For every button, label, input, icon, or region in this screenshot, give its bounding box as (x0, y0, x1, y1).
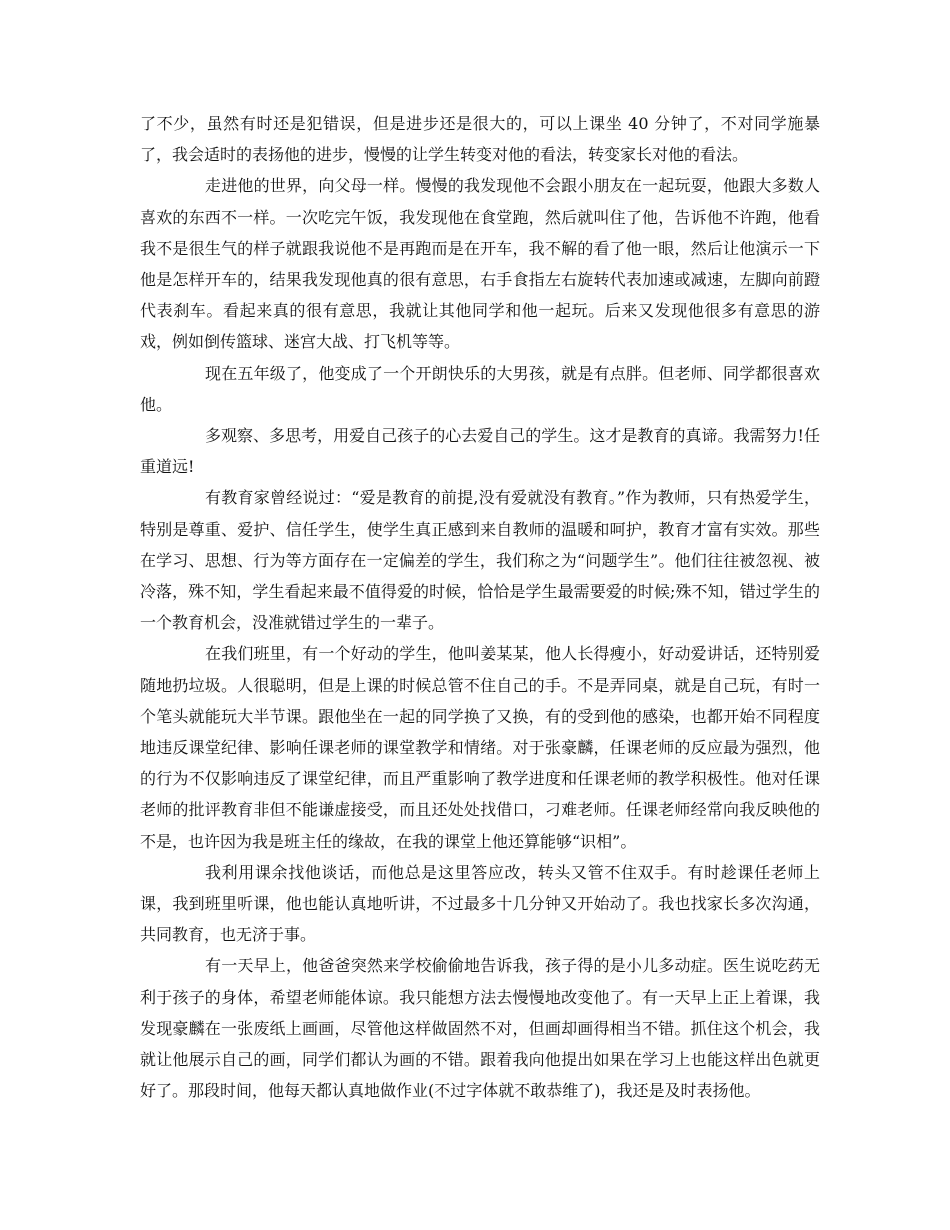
paragraph-8: 有一天早上，他爸爸突然来学校偷偷地告诉我，孩子得的是小儿多动症。医生说吃药无利于孩子的身体，希望老师能体谅。我只能想方法去慢慢地改变他了。有一天早上正上着课，我发现豪麟在一张废纸上画画，尽管他这样做固然不对，但画却画得相当不错。抓住这个机会，我就让他展示自己的画，同学们都认为画的不错。跟着我向他提出如果在学习上也能这样出色就更好了。那段时间，他每天都认真地做作业(不过字体就不敢恭维了)，我还是及时表扬他。 (140, 956, 820, 1101)
paragraph-5: 有教育家曾经说过：“爱是教育的前提,没有爱就没有教育。”作为教师，只有热爱学生，特别是尊重、爱护、信任学生，使学生真正感到来自教师的温暖和呵护，教育才富有实效。那些在学习、思想、行为等方面存在一定偏差的学生，我们称之为“问题学生”。他们往往被忽视、被冷落，殊不知，学生看起来最不值得爱的时候，恰恰是学生最需要爱的时候;殊不知，错过学生的一个教育机会，没准就错过学生的一辈子。 (140, 488, 820, 633)
paragraph-4: 多观察、多思考，用爱自己孩子的心去爱自己的学生。这才是教育的真谛。我需努力!任重道远! (140, 426, 820, 477)
document-body (140, 108, 820, 1107)
paragraph-6: 在我们班里，有一个好动的学生，他叫姜某某，他人长得瘦小，好动爱讲话，还特别爱随地扔垃圾。人很聪明，但是上课的时候总管不住自己的手。不是弄同桌，就是自己玩，有时一个笔头就能玩大半节课。跟他坐在一起的同学换了又换，有的受到他的感染，也都开始不同程度地违反课堂纪律、影响任课老师的课堂教学和情绪。对于张豪麟，任课老师的反应最为强烈，他的行为不仅影响违反了课堂纪律，而且严重影响了教学进度和任课老师的教学积极性。他对任课老师的批评教育非但不能谦虚接受，而且还处处找借口，刁难老师。任课老师经常向我反映他的不是，也许因为我是班主任的缘故，在我的课堂上他还算能够“识相”。 (140, 644, 820, 851)
paragraph-2: 走进他的世界，向父母一样。慢慢的我发现他不会跟小朋友在一起玩耍，他跟大多数人喜欢的东西不一样。一次吃完午饭，我发现他在食堂跑，然后就叫住了他，告诉他不许跑，他看我不是很生气的样子就跟我说他不是再跑而是在开车，我不解的看了他一眼，然后让他演示一下他是怎样开车的，结果我发现他真的很有意思，右手食指左右旋转代表加速或减速，左脚向前蹬代表刹车。看起来真的很有意思，我就让其他同学和他一起玩。后来又发现他很多有意思的游戏，例如倒传篮球、迷宫大战、打飞机等等。 (140, 176, 820, 352)
paragraph-7: 我利用课余找他谈话，而他总是这里答应改，转头又管不住双手。有时趁课任老师上课，我到班里听课，他也能认真地听讲，不过最多十几分钟又开始动了。我也找家长多次沟通，共同教育，也无济于事。 (140, 862, 820, 945)
paragraph-1: 了不少，虽然有时还是犯错误，但是进步还是很大的，可以上课坐 40 分钟了，不对同学施暴了，我会适时的表扬他的进步，慢慢的让学生转变对他的看法，转变家长对他的看法。 (140, 114, 820, 165)
paragraph-3: 现在五年级了，他变成了一个开朗快乐的大男孩，就是有点胖。但老师、同学都很喜欢他。 (140, 363, 820, 414)
